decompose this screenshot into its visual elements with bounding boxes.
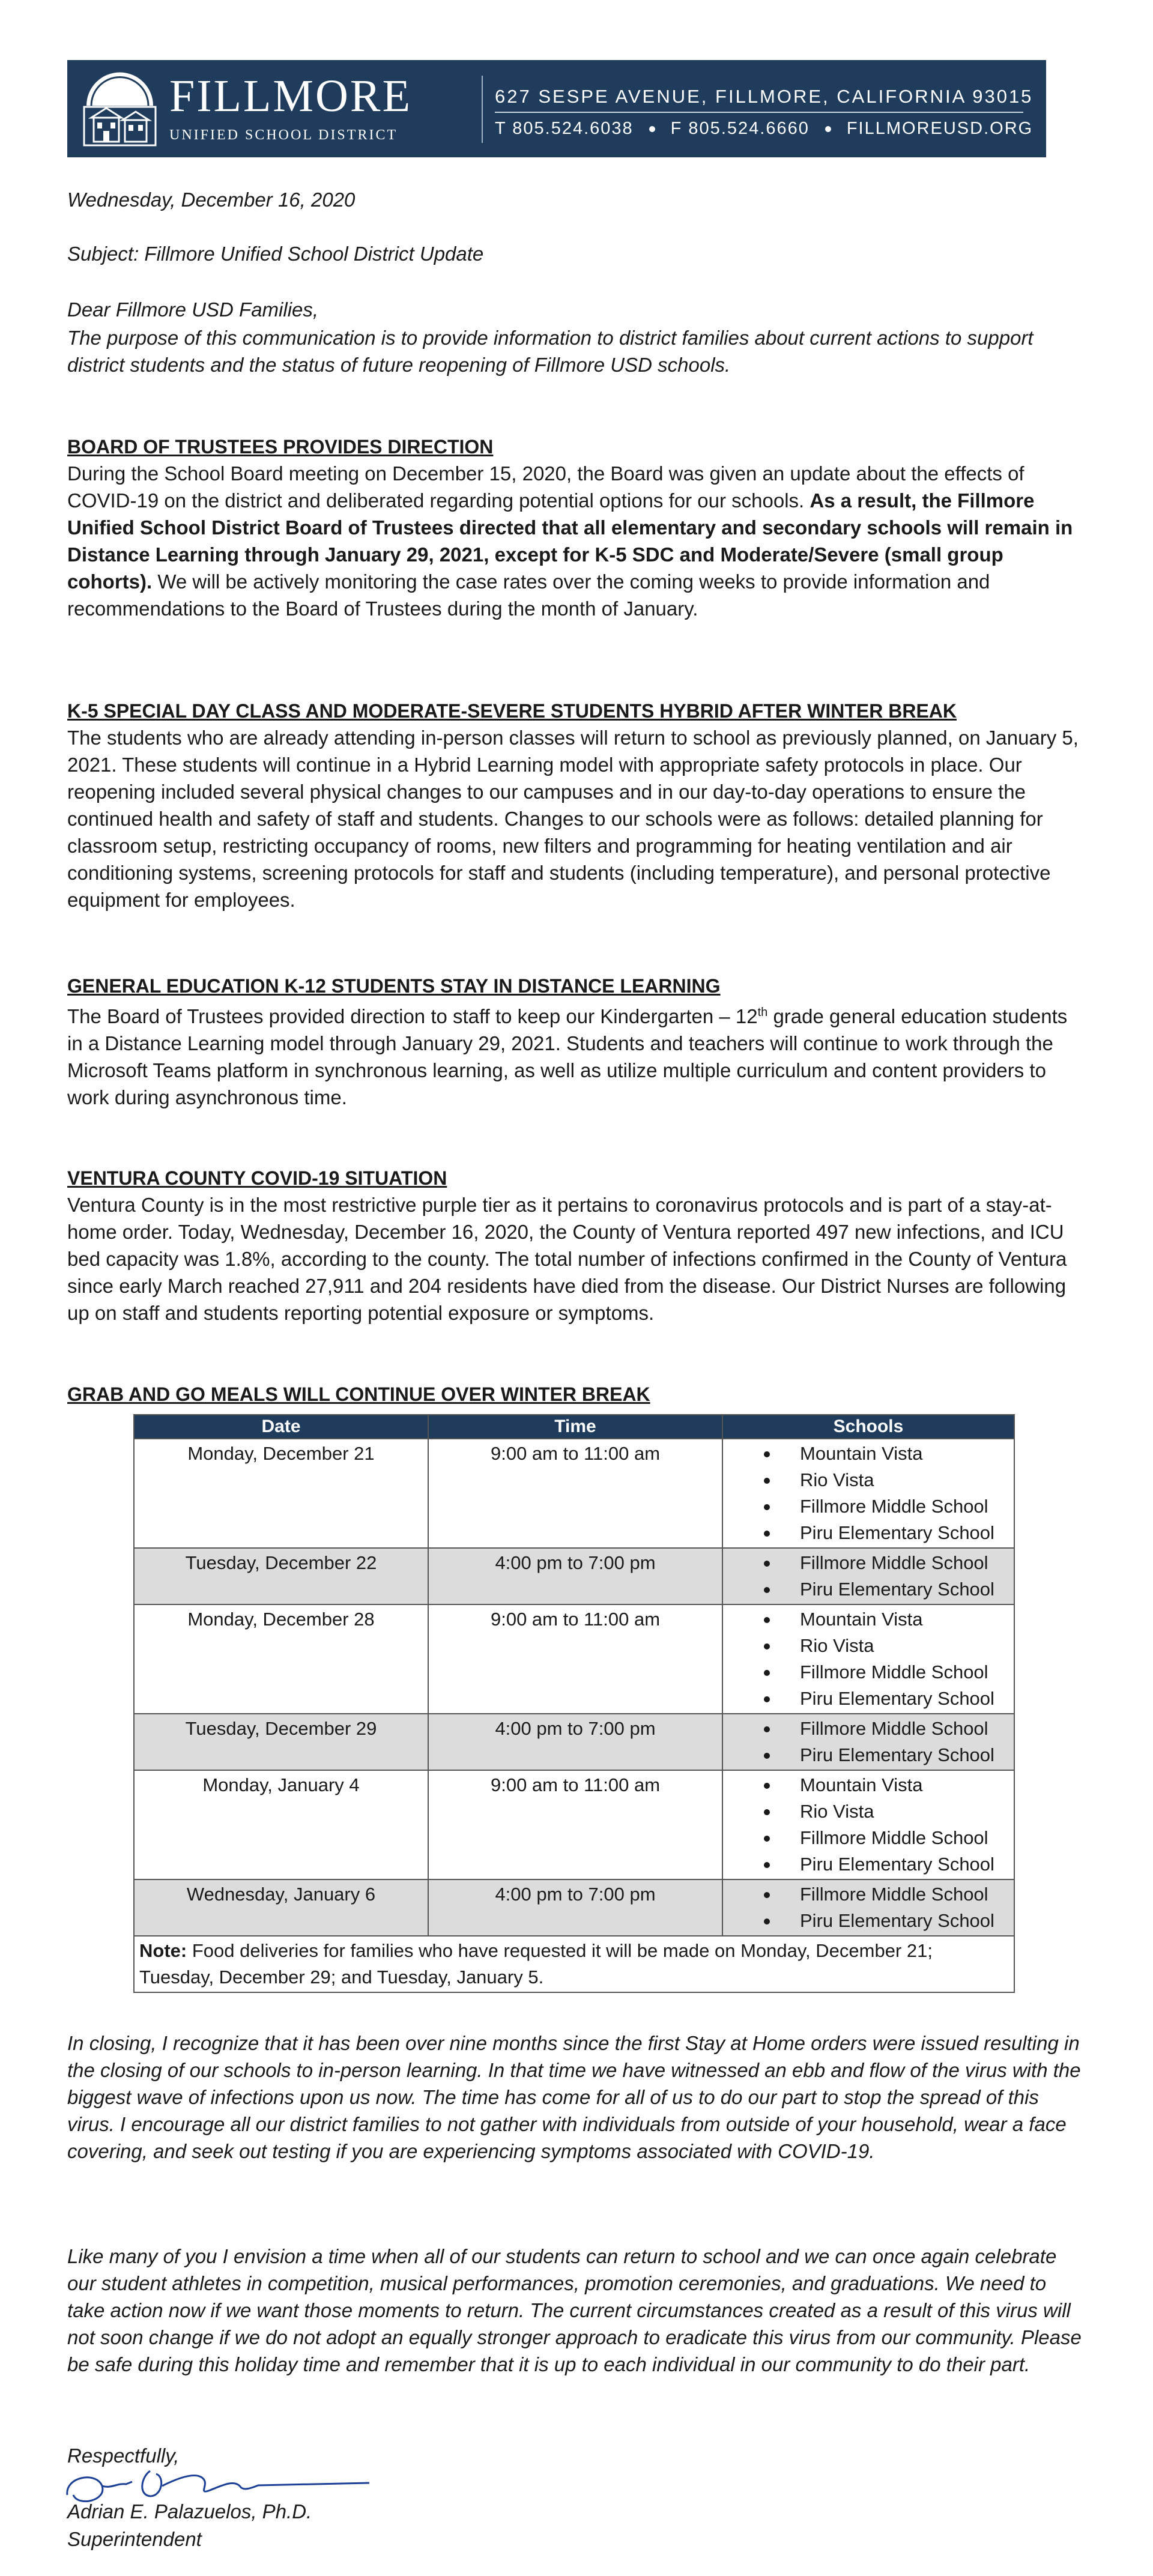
date-cell: Tuesday, December 29 [134,1714,428,1770]
table-row [134,1439,1014,1548]
district-brand [169,73,412,144]
bullet-icon [649,126,655,132]
date-cell: Tuesday, December 22 [134,1548,428,1604]
phone-number: T 805.524.6038 [495,119,634,138]
letter-purpose: The purpose of this communication is to provide information to district families about current actions to support district students and the status of future reopening of Fillmore USD schools. [67,327,1033,376]
table-header-row [134,1415,1014,1439]
column-header-schools: Schools [722,1415,1014,1439]
schools-cell [722,1714,1014,1770]
closing-paragraph-1: In closing, I recognize that it has been over nine months since the first Stay at Home orders were issued resulting in the closing of our schools to in-person learning. In that time we have witnessed an ebb and flow of the virus with the biggest wave of infections upon us now. The time has come for all of us to do our part to stop the spread of this virus. I encourage all our district families to not gather with individuals from outside of your household, wear a face covering, and seek out testing if you are experiencing symptoms associated with COVID-19. [67,2032,1081,2162]
note-text: Food deliveries for families who have requested it will be made on Monday, December 21; Tuesday, December 29; and Tuesday, January 5. [139,1940,933,1988]
school-item: Mountain Vista [728,1772,1009,1798]
date-cell: Monday, December 21 [134,1439,428,1548]
section-heading: GRAB AND GO MEALS WILL CONTINUE OVER WINTER BREAK [67,1383,650,1405]
body-text-bold: As a result, the Fillmore Unified School District Board of Trustees directed that all elementary and secondary schools will remain in Distance Learning through January 29, 2021, except for K-5 SDC and Moderate/Severe (small group cohorts). [67,489,1073,593]
time-cell: 9:00 am to 11:00 am [428,1770,722,1879]
table-row [134,1879,1014,1936]
letter-greeting: Dear Fillmore USD Families, [67,298,319,321]
signer-name: Adrian E. Palazuelos, Ph.D. [67,2500,312,2523]
signer-title: Superintendent [67,2528,202,2550]
letter-subject: Subject: Fillmore Unified School District Update [67,243,484,265]
closing-paragraph-2: Like many of you I envision a time when all of our students can return to school and we can once again celebrate our student athletes in competition, musical performances, promotion ceremonies, and graduations. We need to take action now if we want those moments to return. The current circumstances created as a result of this virus will not soon change if we do not adopt an equally stronger approach to eradicate this virus from our community. Please be safe during this holiday time and remember that it is up to each individual in our community to do their part. [67,2245,1082,2375]
meals-table [133,1414,1015,1993]
column-header-time: Time [428,1415,722,1439]
section-k5-hybrid [67,698,1088,913]
schools-cell [722,1604,1014,1714]
letterhead-divider [482,76,483,143]
section-heading: GENERAL EDUCATION K-12 STUDENTS STAY IN DISTANCE LEARNING [67,975,721,997]
contact-block [495,84,1035,141]
district-subtitle: UNIFIED SCHOOL DISTRICT [169,127,398,143]
school-item: Piru Elementary School [728,1908,1009,1934]
school-item: Fillmore Middle School [728,1825,1009,1851]
school-item: Fillmore Middle School [728,1550,1009,1576]
date-cell: Monday, December 28 [134,1604,428,1714]
time-cell: 9:00 am to 11:00 am [428,1604,722,1714]
note-cell [134,1936,1014,1992]
website-link[interactable]: FILLMOREUSD.ORG [846,119,1033,138]
school-item: Piru Elementary School [728,1686,1009,1712]
time-cell: 4:00 pm to 7:00 pm [428,1879,722,1936]
section-heading: VENTURA COUNTY COVID-19 SITUATION [67,1167,447,1189]
section-ventura-county [67,1165,1088,1326]
school-item: Fillmore Middle School [728,1659,1009,1686]
body-text: We will be actively monitoring the case rates over the coming weeks to provide information and recommendations to the Board of Trustees during the month of January. [67,570,990,620]
district-address: 627 SESPE AVENUE, FILLMORE, CALIFORNIA 93015 [495,86,1033,107]
section-body: The students who are already attending in-person classes will return to school as previously planned, on January 5, 2021. These students will continue in a Hybrid Learning model with appropriate safety protocols in place. Our reopening included several physical changes to our campuses and in our day-to-day operations to ensure the continued health and safety of staff and students. Changes to our schools were as follows: detailed planning for classroom setup, restricting occupancy of rooms, new filters and programming for heating ventilation and air conditioning systems, screening protocols for staff and students (including temperature), and personal protective equipment for employees. [67,727,1079,911]
section-body [67,460,1088,622]
body-text: grade general education students in a Distance Learning model through January 29, 2021. Students and teachers will continue to work through the Microsoft Teams platform in synchronous learning, as well as utilize multiple curriculum and content providers to work during asynchronous time. [67,1005,1068,1108]
section-meals [67,1381,1088,1407]
school-item: Piru Elementary School [728,1742,1009,1768]
school-item: Fillmore Middle School [728,1716,1009,1742]
letter-date: Wednesday, December 16, 2020 [67,189,356,211]
school-item: Rio Vista [728,1798,1009,1825]
school-item: Mountain Vista [728,1606,1009,1633]
table-row [134,1770,1014,1879]
section-heading: K-5 SPECIAL DAY CLASS AND MODERATE-SEVERE STUDENTS HYBRID AFTER WINTER BREAK [67,700,957,722]
section-body [67,999,1088,1111]
school-item: Rio Vista [728,1467,1009,1493]
section-heading: BOARD OF TRUSTEES PROVIDES DIRECTION [67,436,494,458]
school-item: Piru Elementary School [728,1576,1009,1603]
contact-rule [495,112,1023,113]
schools-cell [722,1879,1014,1936]
sign-off: Respectfully, [67,2444,180,2467]
note-label: Note: [139,1940,187,1961]
body-text: During the School Board meeting on December 15, 2020, the Board was given an update about the effects of COVID-19 on the district and deliberated regarding potential options for our schools. [67,462,1024,512]
time-cell: 9:00 am to 11:00 am [428,1439,722,1548]
column-header-date: Date [134,1415,428,1439]
section-board [67,434,1088,622]
district-name: FILLMORE [169,71,412,121]
time-cell: 4:00 pm to 7:00 pm [428,1548,722,1604]
body-text: The Board of Trustees provided direction to staff to keep our Kindergarten – 12 [67,1005,758,1027]
section-body: Ventura County is in the most restrictive purple tier as it pertains to coronavirus protocols and is part of a stay-at-home order. Today, Wednesday, December 16, 2020, the County of Ventura reported 497 new infections, and ICU bed capacity was 1.8%, according to the county. The total number of infections confirmed in the County of Ventura since early March reached 27,911 and 204 residents have died from the disease. Our District Nurses are following up on staff and students reporting potential exposure or symptoms. [67,1194,1067,1324]
school-item: Mountain Vista [728,1441,1009,1467]
school-item: Piru Elementary School [728,1520,1009,1546]
school-item: Piru Elementary School [728,1851,1009,1878]
school-item: Fillmore Middle School [728,1493,1009,1520]
table-row [134,1548,1014,1604]
fax-number: F 805.524.6660 [670,119,810,138]
time-cell: 4:00 pm to 7:00 pm [428,1714,722,1770]
date-cell: Monday, January 4 [134,1770,428,1879]
district-logo-icon [79,68,160,150]
section-general-education [67,973,1088,1111]
table-note-row [134,1936,1014,1992]
date-cell: Wednesday, January 6 [134,1879,428,1936]
table-row [134,1604,1014,1714]
school-item: Rio Vista [728,1633,1009,1659]
letterhead [67,60,1046,157]
contact-numbers [495,116,1035,141]
school-item: Fillmore Middle School [728,1881,1009,1908]
schools-cell [722,1439,1014,1548]
schools-cell [722,1548,1014,1604]
schools-cell [722,1770,1014,1879]
bullet-icon [825,126,831,132]
superscript: th [757,1006,768,1019]
table-row [134,1714,1014,1770]
